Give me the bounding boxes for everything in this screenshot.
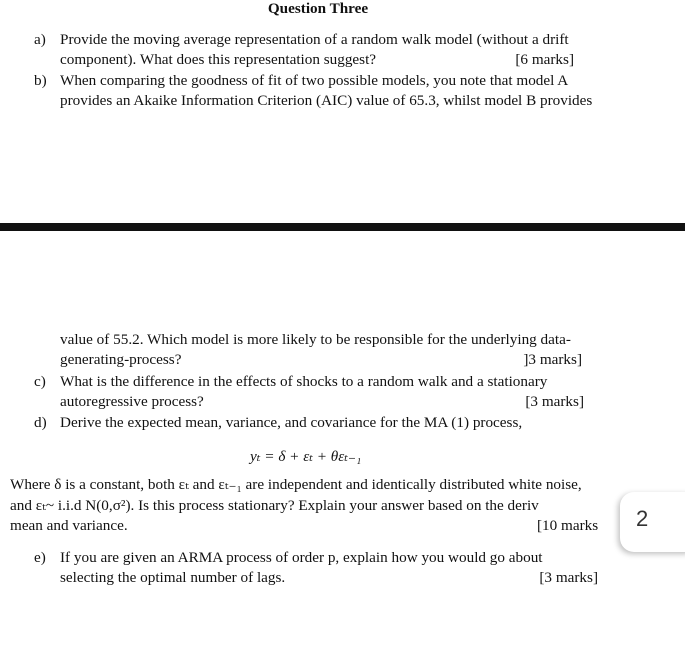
part-b-marks: ]3 marks] [523,351,582,368]
part-d-marks: [10 marks [537,517,599,534]
part-e-line-1: If you are given an ARMA process of order p, explain how you would go about [60,549,543,566]
part-e-label: e) [34,549,46,566]
part-d-label: d) [34,414,47,431]
part-d-where-line-2: and εₜ~ i.i.d N(0,σ²). Is this process stationary? Explain your answer based on the deriv [10,497,539,514]
question-title: Question Three [267,0,369,17]
part-a-label: a) [34,31,46,48]
part-d-line-1: Derive the expected mean, variance, and covariance for the MA (1) process, [60,414,523,431]
part-c-line-2: autoregressive process? [60,393,204,410]
part-b-label: b) [34,72,47,89]
part-c-marks: [3 marks] [525,393,584,410]
part-c-line-1: What is the difference in the effects of shocks to a random walk and a stationary [60,373,548,390]
page-number-badge[interactable] [620,492,685,552]
part-a-marks: [6 marks] [515,51,574,68]
part-d-where-line-3: mean and variance. [10,517,128,534]
part-a-line-1: Provide the moving average representation of a random walk model (without a drift [60,31,569,48]
part-e-line-2: selecting the optimal number of lags. [60,569,286,586]
part-e-marks: [3 marks] [539,569,598,586]
part-b-line-1: When comparing the goodness of fit of two possible models, you note that model A [60,72,569,89]
page-break-divider [0,223,685,231]
part-b-line-2: provides an Akaike Information Criterion (AIC) value of 65.3, whilst model B provides [60,92,593,109]
part-a-line-2: component). What does this representation suggest? [60,51,377,68]
part-b-line-3: value of 55.2. Which model is more likely to be responsible for the underlying data- [60,331,571,348]
ma1-equation: yₜ = δ + εₜ + θεₜ₋₁ [250,448,362,465]
part-b-line-4: generating-process? [60,351,182,368]
page-number: 2 [636,506,649,531]
part-c-label: c) [34,373,46,390]
part-d-where-line-1: Where δ is a constant, both εₜ and εₜ₋₁ are independent and identically distributed white noise, [10,476,582,493]
